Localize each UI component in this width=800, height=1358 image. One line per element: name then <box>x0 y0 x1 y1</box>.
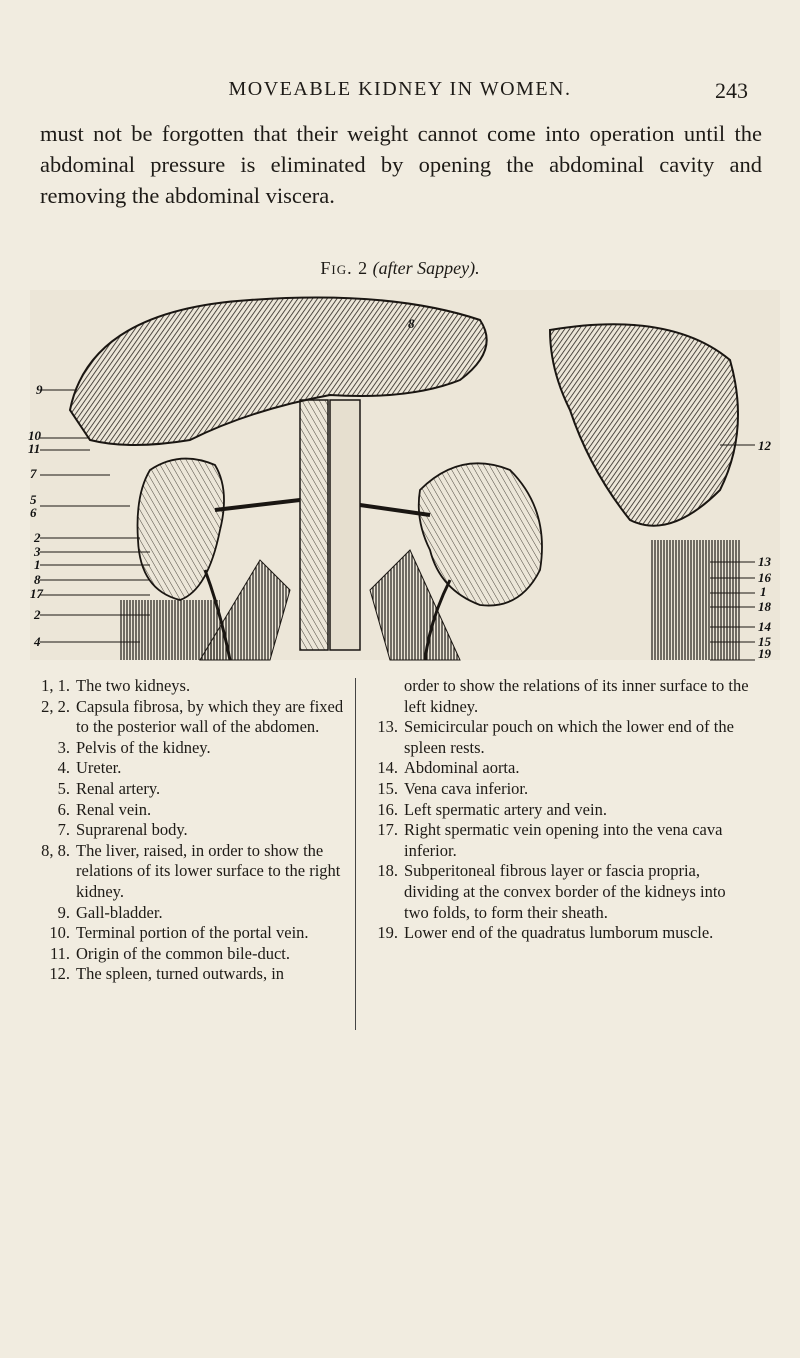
anatomical-illustration <box>30 290 780 660</box>
legend-entry-text: Renal artery. <box>76 778 161 798</box>
legend-entry <box>40 758 344 779</box>
label-12: 12 <box>758 438 771 453</box>
legend-entry <box>40 923 344 944</box>
page-header <box>0 78 800 108</box>
legend-entry-text: Renal vein. <box>76 799 152 819</box>
legend-entry-text: Pelvis of the kidney. <box>76 737 211 757</box>
legend-entry-text: Capsula fibrosa, by which they are fixed to the posterior wall of the abdomen. <box>76 696 344 737</box>
legend-entry-number: 16. <box>377 799 398 819</box>
legend-entry-number: 13. <box>377 717 398 737</box>
label-2b: 2 <box>34 607 41 622</box>
label-13: 13 <box>758 554 771 569</box>
running-title: MOVEABLE KIDNEY IN WOMEN. <box>228 78 572 100</box>
label-15: 15 <box>758 634 771 649</box>
legend-entry-text: Vena cava inferior. <box>404 778 529 798</box>
legend-entry-number: 15. <box>377 778 398 798</box>
label-14: 14 <box>758 619 771 634</box>
legend-entry-text: Suprarenal body. <box>76 820 188 840</box>
legend-entry-number: 10. <box>49 923 70 943</box>
legend-entry <box>374 779 752 800</box>
label-1a: 1 <box>34 557 41 572</box>
legend-entry-number: 8, 8. <box>41 840 70 860</box>
figure-number: Fig. 2 <box>320 258 369 278</box>
legend-entry <box>40 779 344 800</box>
label-17: 17 <box>30 586 43 601</box>
legend-entry <box>40 820 344 841</box>
legend-entry-text: Abdominal aorta. <box>404 758 520 778</box>
legend-entry-number: 7. <box>57 820 70 840</box>
label-9: 9 <box>36 382 43 397</box>
vena-cava-shape <box>300 400 328 650</box>
legend-entry-number: 14. <box>377 758 398 778</box>
legend-entry <box>40 697 344 738</box>
label-2a: 2 <box>34 530 41 545</box>
fascia-columns-left <box>120 600 220 660</box>
legend-entry <box>374 758 752 779</box>
legend-entry-text: Subperitoneal fibrous layer or fascia propria, dividing at the convex border of the kidneys into two folds, to form their sheath. <box>404 861 726 922</box>
label-4: 4 <box>34 634 41 649</box>
legend-entry-text: Origin of the common bile-duct. <box>76 943 290 963</box>
legend-entry-number: 5. <box>57 778 70 798</box>
legend-entry-text: The liver, raised, in order to show the relations of its lower surface to the right kidney. <box>76 840 341 901</box>
legend-entry-number: 9. <box>57 902 70 922</box>
legend-entry-number: 1, 1. <box>41 676 70 695</box>
label-19: 19 <box>758 646 771 661</box>
legend-right-column <box>374 676 752 944</box>
legend-entry <box>40 964 344 985</box>
legend-entry-number: 11. <box>49 943 70 963</box>
legend-entry-text: The two kidneys. <box>76 676 191 695</box>
label-5: 5 <box>30 492 37 507</box>
label-10: 10 <box>28 428 41 443</box>
legend-entry-number: 4. <box>57 758 70 778</box>
legend-entry-number: 17. <box>377 820 398 840</box>
legend-entry-number: 19. <box>377 923 398 943</box>
figure-caption <box>0 258 800 279</box>
label-6: 6 <box>30 505 37 520</box>
legend-entry-text: Left spermatic artery and vein. <box>404 799 607 819</box>
legend-entry <box>40 841 344 903</box>
legend-left-column <box>40 676 344 985</box>
page-number: 243 <box>715 78 748 103</box>
legend-entry-text: Terminal portion of the portal vein. <box>76 923 309 943</box>
legend-entry-text: Right spermatic vein opening into the vena cava inferior. <box>404 820 723 860</box>
legend-entry <box>374 820 752 861</box>
column-divider <box>355 678 356 1030</box>
legend-entry-text: Lower end of the quadratus lumborum muscle. <box>404 923 714 943</box>
legend-entry-number: 12. <box>49 964 70 984</box>
legend-entry-text: Semicircular pouch on which the lower end of the spleen rests. <box>404 717 734 757</box>
label-18: 18 <box>758 599 771 614</box>
legend-continuation: order to show the relations of its inner surface to the left kidney. <box>404 676 749 716</box>
label-11: 11 <box>28 441 41 456</box>
body-paragraph: must not be forgotten that their weight cannot come into operation until the abdominal pressure is eliminated by opening the abdominal cavity and removing the abdominal viscera. <box>40 121 762 208</box>
label-16: 16 <box>758 570 771 585</box>
label-3: 3 <box>34 544 41 559</box>
label-8: 8 <box>408 316 415 331</box>
legend-entry-text: Gall-bladder. <box>76 902 163 922</box>
legend-entry-number: 2, 2. <box>41 696 70 716</box>
kidney-engraving <box>30 290 780 660</box>
legend-entry <box>40 944 344 965</box>
legend-entry <box>40 738 344 759</box>
legend-entry-number: 6. <box>57 799 70 819</box>
legend-entry <box>40 903 344 924</box>
legend-entry <box>374 800 752 821</box>
legend-entry <box>374 717 752 758</box>
legend-entry-text: The spleen, turned outwards, in <box>76 964 285 984</box>
legend-entry <box>40 676 344 697</box>
label-7: 7 <box>30 466 37 481</box>
legend-entry-number: 18. <box>377 861 398 881</box>
legend-entry-number: 3. <box>57 737 70 757</box>
legend-entry-text: Ureter. <box>76 758 122 778</box>
aorta-shape <box>330 400 360 650</box>
label-1b: 1 <box>760 584 767 599</box>
figure-credit: (after Sappey). <box>372 258 480 278</box>
legend-entry <box>374 861 752 923</box>
legend-entry <box>40 800 344 821</box>
legend-entry <box>374 923 752 944</box>
label-8b: 8 <box>34 572 41 587</box>
